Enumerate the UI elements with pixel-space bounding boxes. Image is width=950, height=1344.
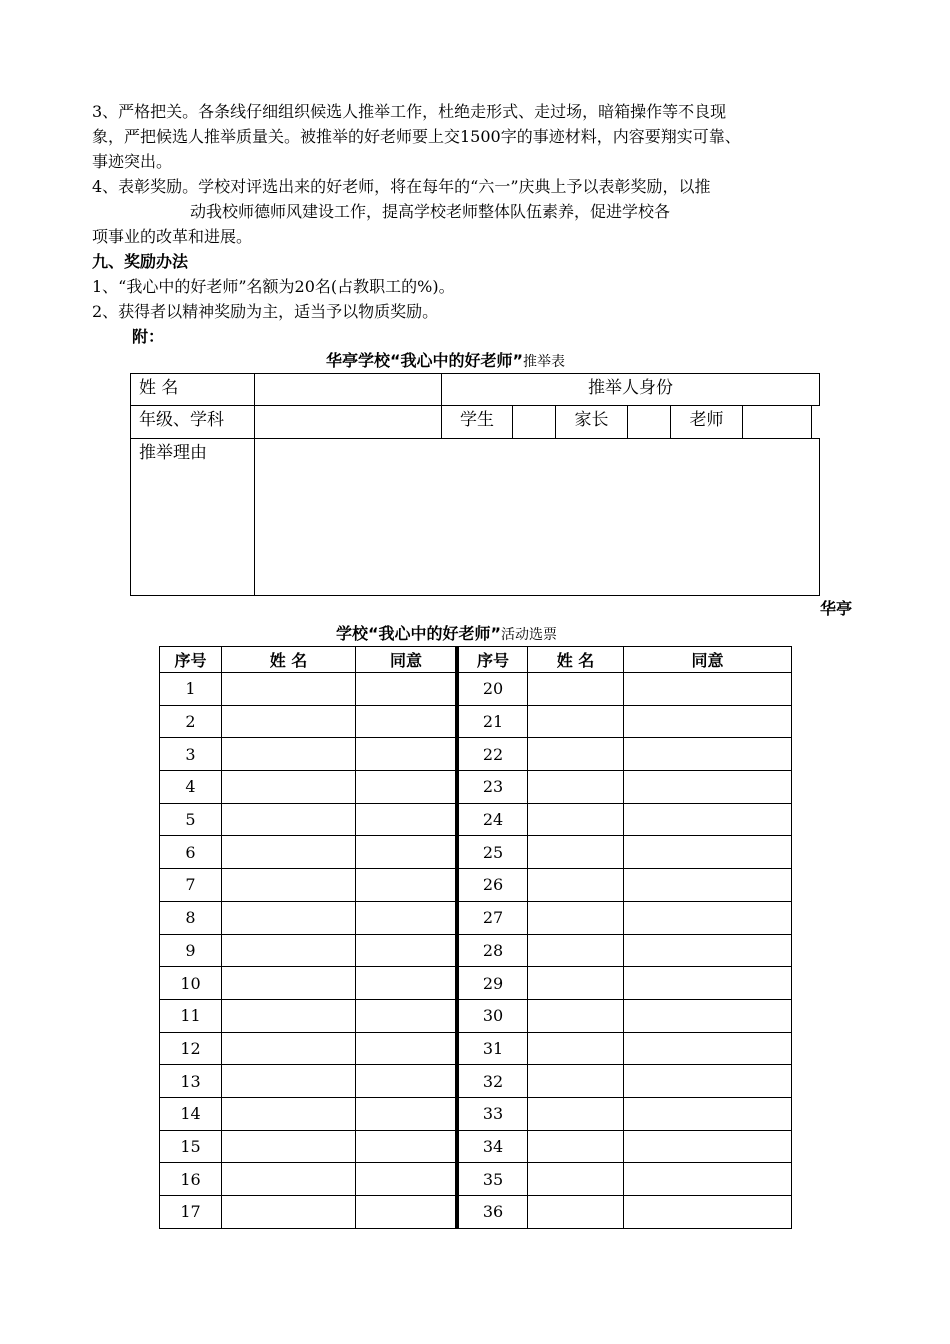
paragraph-3-line-2: 象，严把候选人推举质量关。被推举的好老师要上交1500字的事迹材料，内容要翔实可靠、: [92, 127, 741, 146]
ballot-row: [459, 1196, 792, 1229]
agree-cell[interactable]: [624, 771, 792, 804]
name-cell[interactable]: [528, 1065, 624, 1098]
seq-header: 序号: [160, 647, 222, 673]
ballot-row: [160, 1065, 457, 1098]
agree-cell[interactable]: [624, 967, 792, 1000]
agree-cell[interactable]: [624, 1065, 792, 1098]
ballot-row: [459, 934, 792, 967]
seq-cell: 11: [160, 999, 222, 1032]
ballot-row: [160, 999, 457, 1032]
agree-cell[interactable]: [624, 705, 792, 738]
seq-cell: 29: [459, 967, 528, 1000]
name-cell[interactable]: [222, 1032, 356, 1065]
agree-cell[interactable]: [356, 771, 457, 804]
ballot-row: [459, 771, 792, 804]
agree-cell[interactable]: [624, 934, 792, 967]
name-cell[interactable]: [222, 967, 356, 1000]
seq-cell: 30: [459, 999, 528, 1032]
agree-header: 同意: [624, 647, 792, 673]
seq-cell: 13: [160, 1065, 222, 1098]
ballot-row: [160, 738, 457, 771]
ballot-row: [160, 869, 457, 902]
seq-header: 序号: [459, 647, 528, 673]
seq-cell: 10: [160, 967, 222, 1000]
agree-cell[interactable]: [624, 1097, 792, 1130]
identity-label: 推举人身份: [441, 373, 820, 406]
ballot-row: [459, 1130, 792, 1163]
seq-cell: 3: [160, 738, 222, 771]
name-cell[interactable]: [222, 1196, 356, 1229]
nomination-form: [130, 373, 820, 596]
paragraph-4-line-1: 4、表彰奖励。学校对评选出来的好老师，将在每年的“六一”庆典上予以表彰奖励，以推: [92, 177, 711, 196]
appendix-label: 附：: [132, 327, 165, 346]
name-cell[interactable]: [528, 1130, 624, 1163]
ballot-row: [459, 1163, 792, 1196]
seq-cell: 2: [160, 705, 222, 738]
name-cell[interactable]: [222, 738, 356, 771]
agree-cell[interactable]: [356, 738, 457, 771]
grade-subject-label: 年级、学科: [130, 405, 255, 439]
agree-cell[interactable]: [624, 869, 792, 902]
agree-cell[interactable]: [356, 1032, 457, 1065]
name-cell[interactable]: [222, 771, 356, 804]
parent-checkbox[interactable]: [627, 405, 671, 439]
name-label: 姓 名: [130, 373, 255, 406]
name-cell[interactable]: [222, 999, 356, 1032]
agree-cell[interactable]: [624, 1130, 792, 1163]
ballot-row: [160, 901, 457, 934]
seq-cell: 4: [160, 771, 222, 804]
seq-cell: 35: [459, 1163, 528, 1196]
ballot-row: [459, 738, 792, 771]
section-9-heading: 九、奖励办法: [92, 252, 189, 271]
name-cell[interactable]: [528, 1097, 624, 1130]
seq-cell: 34: [459, 1130, 528, 1163]
form-title-main: 华亭学校“我心中的好老师”: [326, 351, 524, 370]
reason-field[interactable]: [254, 438, 820, 596]
agree-cell[interactable]: [624, 1163, 792, 1196]
seq-cell: 6: [160, 836, 222, 869]
ballot-row: [160, 1032, 457, 1065]
ballot-row: [459, 1032, 792, 1065]
paragraph-3-line-3: 事迹突出。: [92, 152, 173, 171]
seq-cell: 26: [459, 869, 528, 902]
agree-cell[interactable]: [356, 673, 457, 706]
seq-cell: 14: [160, 1097, 222, 1130]
agree-cell[interactable]: [624, 1196, 792, 1229]
name-cell[interactable]: [528, 999, 624, 1032]
name-cell[interactable]: [528, 738, 624, 771]
seq-cell: 8: [160, 901, 222, 934]
student-label: 学生: [441, 405, 513, 439]
ballot-title: [336, 622, 557, 647]
agree-cell[interactable]: [356, 1130, 457, 1163]
section-9-item-1: 1、“我心中的好老师”名额为20名(占教职工的%)。: [92, 277, 455, 296]
grade-subject-field[interactable]: [254, 405, 442, 439]
agree-cell[interactable]: [624, 836, 792, 869]
ballot-row: [459, 836, 792, 869]
ballot-row: [160, 705, 457, 738]
agree-cell[interactable]: [624, 738, 792, 771]
form-title: [326, 349, 565, 374]
ballot-row: [459, 803, 792, 836]
ballot-row: [160, 803, 457, 836]
name-cell[interactable]: [528, 673, 624, 706]
ballot-row: [459, 1065, 792, 1098]
name-cell[interactable]: [222, 1163, 356, 1196]
ballot-row: [160, 1097, 457, 1130]
ballot-row: [160, 836, 457, 869]
seq-cell: 24: [459, 803, 528, 836]
student-checkbox[interactable]: [512, 405, 556, 439]
ballot-row: [459, 901, 792, 934]
seq-cell: 25: [459, 836, 528, 869]
seq-cell: 22: [459, 738, 528, 771]
seq-cell: 28: [459, 934, 528, 967]
seq-cell: 9: [160, 934, 222, 967]
agree-cell[interactable]: [356, 1065, 457, 1098]
ballot-row: [160, 1163, 457, 1196]
name-cell[interactable]: [222, 705, 356, 738]
form-title-suffix: 推举表: [523, 354, 566, 370]
agree-cell[interactable]: [356, 836, 457, 869]
seq-cell: 15: [160, 1130, 222, 1163]
seq-cell: 7: [160, 869, 222, 902]
seq-cell: 23: [459, 771, 528, 804]
name-cell[interactable]: [528, 705, 624, 738]
name-cell[interactable]: [528, 1196, 624, 1229]
section-9-item-2: 2、获得者以精神奖励为主，适当予以物质奖励。: [92, 302, 439, 321]
ballot-row: [459, 967, 792, 1000]
ballot-row: [459, 705, 792, 738]
ballot-row: [459, 1097, 792, 1130]
name-field[interactable]: [254, 373, 442, 406]
name-cell[interactable]: [222, 934, 356, 967]
paragraph-3-line-1: 3、严格把关。各条线仔细组织候选人推举工作，杜绝走形式、走过场，暗箱操作等不良现: [92, 102, 727, 121]
seq-cell: 36: [459, 1196, 528, 1229]
ballot-title-suffix: 活动选票: [501, 627, 558, 643]
name-cell[interactable]: [222, 1065, 356, 1098]
ballot-title-main: 学校“我心中的好老师”: [336, 624, 502, 643]
seq-cell: 27: [459, 901, 528, 934]
ballot-row: [459, 999, 792, 1032]
agree-cell[interactable]: [356, 1097, 457, 1130]
seq-cell: 1: [160, 673, 222, 706]
seq-cell: 33: [459, 1097, 528, 1130]
name-cell[interactable]: [528, 771, 624, 804]
ballot-row: [160, 771, 457, 804]
agree-cell[interactable]: [356, 1196, 457, 1229]
agree-cell[interactable]: [624, 999, 792, 1032]
agree-cell[interactable]: [356, 705, 457, 738]
name-cell[interactable]: [528, 803, 624, 836]
name-cell[interactable]: [528, 869, 624, 902]
agree-cell[interactable]: [356, 967, 457, 1000]
ballot-row: [160, 673, 457, 706]
parent-label: 家长: [555, 405, 628, 439]
name-cell[interactable]: [222, 869, 356, 902]
name-header: 姓 名: [528, 647, 624, 673]
name-cell[interactable]: [222, 1130, 356, 1163]
agree-cell[interactable]: [356, 934, 457, 967]
name-cell[interactable]: [222, 1097, 356, 1130]
ballot-table-right: [458, 646, 792, 1229]
name-cell[interactable]: [528, 901, 624, 934]
reason-label: 推举理由: [130, 438, 255, 596]
name-cell[interactable]: [222, 836, 356, 869]
paragraph-4-line-3: 项事业的改革和进展。: [92, 227, 253, 246]
agree-cell[interactable]: [356, 1163, 457, 1196]
name-header: 姓 名: [222, 647, 356, 673]
seq-cell: 12: [160, 1032, 222, 1065]
teacher-checkbox[interactable]: [742, 405, 812, 439]
name-cell[interactable]: [222, 673, 356, 706]
agree-cell[interactable]: [356, 803, 457, 836]
agree-header: 同意: [356, 647, 457, 673]
agree-cell[interactable]: [624, 1032, 792, 1065]
seq-cell: 32: [459, 1065, 528, 1098]
seq-cell: 20: [459, 673, 528, 706]
name-cell[interactable]: [528, 1032, 624, 1065]
teacher-label: 老师: [670, 405, 743, 439]
agree-cell[interactable]: [356, 869, 457, 902]
name-cell[interactable]: [222, 803, 356, 836]
seq-cell: 5: [160, 803, 222, 836]
seq-cell: 17: [160, 1196, 222, 1229]
agree-cell[interactable]: [624, 673, 792, 706]
ballot-table-left: [159, 646, 457, 1229]
agree-cell[interactable]: [356, 999, 457, 1032]
ballot-row: [160, 967, 457, 1000]
ballot-row: [459, 673, 792, 706]
ballot-title-school: 华亭: [820, 599, 853, 618]
agree-cell[interactable]: [356, 901, 457, 934]
paragraph-4-line-2: 动我校师德师风建设工作，提高学校老师整体队伍素养，促进学校各: [190, 202, 671, 221]
seq-cell: 21: [459, 705, 528, 738]
ballot-row: [160, 934, 457, 967]
name-cell[interactable]: [528, 967, 624, 1000]
ballot-row: [160, 1196, 457, 1229]
ballot-row: [459, 869, 792, 902]
name-cell[interactable]: [528, 836, 624, 869]
seq-cell: 16: [160, 1163, 222, 1196]
agree-cell[interactable]: [624, 803, 792, 836]
seq-cell: 31: [459, 1032, 528, 1065]
agree-cell[interactable]: [624, 901, 792, 934]
name-cell[interactable]: [528, 1163, 624, 1196]
name-cell[interactable]: [528, 934, 624, 967]
ballot-row: [160, 1130, 457, 1163]
name-cell[interactable]: [222, 901, 356, 934]
